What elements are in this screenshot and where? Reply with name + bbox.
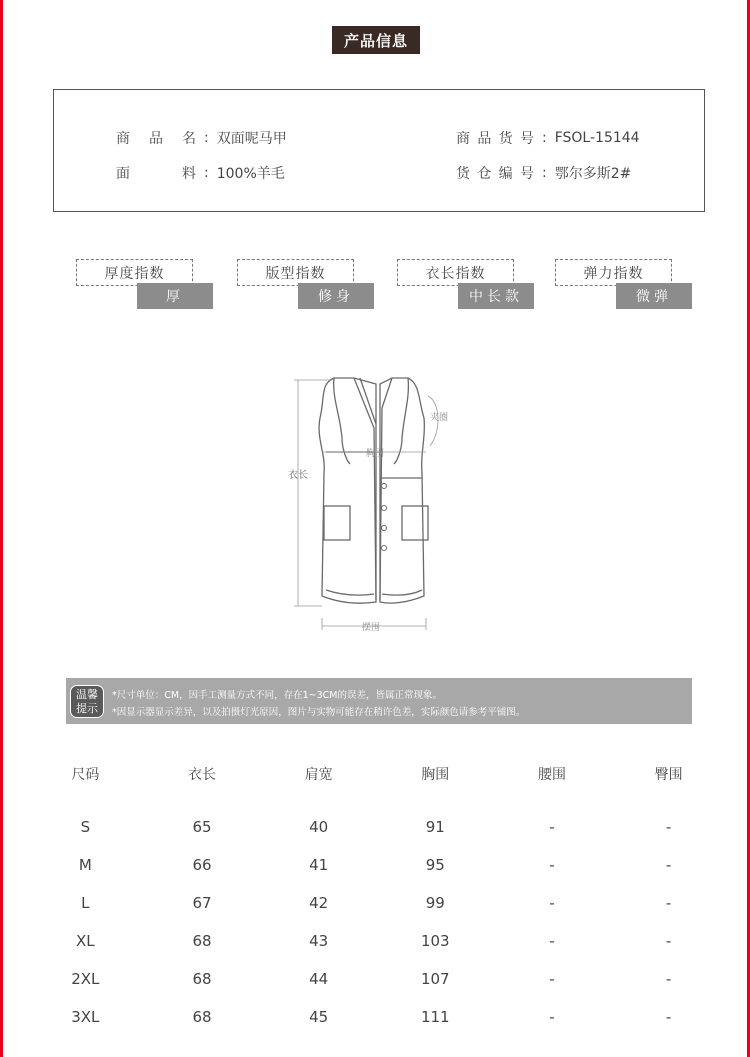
vest-outline [380,378,424,603]
tips-badge-line2: 提示 [76,701,98,715]
index-value: 微弹 [616,283,692,309]
size-table [27,756,727,1036]
length-index [397,259,534,311]
material-label: 面 料 [116,166,196,182]
table-cell: 68 [192,1008,212,1026]
button [382,506,387,511]
colon: : [204,130,209,146]
table-cell: 67 [192,894,212,912]
table-cell: - [549,1008,555,1026]
table-cell: - [665,932,672,950]
table-cell: - [665,970,672,988]
index-label: 弹力指数 [555,259,672,286]
warehouse-label: 货 仓 编 号 [456,166,534,182]
colon: : [542,130,547,146]
table-cell: - [665,894,672,912]
table-cell: - [549,818,555,836]
table-cell: - [665,856,672,874]
section-title: 产品信息 [332,26,420,54]
table-cell: 103 [420,932,450,950]
warehouse-row [456,163,631,183]
index-label: 版型指数 [237,259,354,286]
thickness-index [76,259,213,311]
table-row [27,960,727,998]
chest-label: 胸围 [366,449,385,459]
column-header: 尺码 [71,767,100,783]
index-label: 厚度指数 [76,259,193,286]
sku-label: 商 品 货 号 [456,131,534,147]
table-header-row [27,756,727,800]
index-label: 衣长指数 [397,259,514,286]
colon: : [542,165,547,181]
vest-measurement-diagram [280,368,460,638]
table-cell: 99 [425,894,445,912]
table-cell: 45 [309,1008,329,1026]
index-value: 中长款 [458,283,534,309]
table-cell: M [78,856,92,874]
table-cell: S [80,818,91,836]
pocket [324,506,350,540]
table-cell: - [665,1008,672,1026]
table-cell: - [665,818,672,836]
table-cell: - [549,970,555,988]
colon: : [204,165,209,181]
table-cell: 40 [309,818,329,836]
table-row [27,884,727,922]
table-cell: 68 [192,970,212,988]
table-cell: 2XL [71,970,100,988]
table-cell: 107 [420,970,450,988]
table-cell: 41 [309,856,329,874]
left-red-border [0,0,3,1057]
material-row [116,163,285,183]
tips-badge-line1: 温馨 [76,687,98,701]
armhole-label: 夹圈 [430,413,449,423]
table-cell: 66 [192,856,212,874]
table-row [27,846,727,884]
product-name-value: 双面呢马甲 [216,131,287,147]
column-header: 衣长 [187,767,216,783]
button [382,526,387,531]
table-cell: XL [76,932,95,950]
product-name-label: 商 品 名 [116,131,196,147]
table-row [27,800,727,846]
length-label: 衣长 [288,470,308,481]
table-row [27,922,727,960]
column-header: 腰围 [537,767,566,783]
button [382,546,387,551]
column-header: 肩宽 [304,767,333,783]
table-cell: 43 [309,932,329,950]
product-info-box [53,89,705,212]
table-cell: 111 [420,1008,450,1026]
tips-line-1: *尺寸单位：CM，因手工测量方式不同，存在1~3CM的误差，皆属正常现象。 [112,690,442,701]
column-header: 臀围 [654,767,683,783]
warehouse-value: 鄂尔多斯2# [554,166,632,182]
table-cell: 42 [309,894,329,912]
table-cell: - [549,894,555,912]
column-header: 胸围 [421,767,450,783]
fit-index [237,259,374,311]
table-cell: L [81,894,90,912]
table-row [27,998,727,1036]
sku-row [456,128,640,148]
pocket [402,506,428,540]
table-cell: - [549,932,555,950]
table-cell: 91 [425,818,445,836]
tips-line-2: *因显示器显示差异，以及拍摄灯光原因，图片与实物可能存在稍许色差，实际颜色请参考平铺图。 [112,707,526,718]
table-cell: - [549,856,555,874]
material-value: 100%羊毛 [216,166,285,182]
stretch-index [555,259,692,311]
table-cell: 3XL [71,1008,100,1026]
table-cell: 68 [192,932,212,950]
tips-banner [66,678,692,724]
table-cell: 44 [309,970,329,988]
table-cell: 95 [425,856,445,874]
hem-label: 摆围 [362,623,381,633]
product-name-row [116,128,287,148]
table-cell: 65 [192,818,212,836]
button [382,484,387,489]
index-value: 修身 [298,283,374,309]
tips-badge [70,685,104,718]
sku-value: FSOL-15144 [554,130,640,146]
index-value: 厚 [137,283,213,309]
